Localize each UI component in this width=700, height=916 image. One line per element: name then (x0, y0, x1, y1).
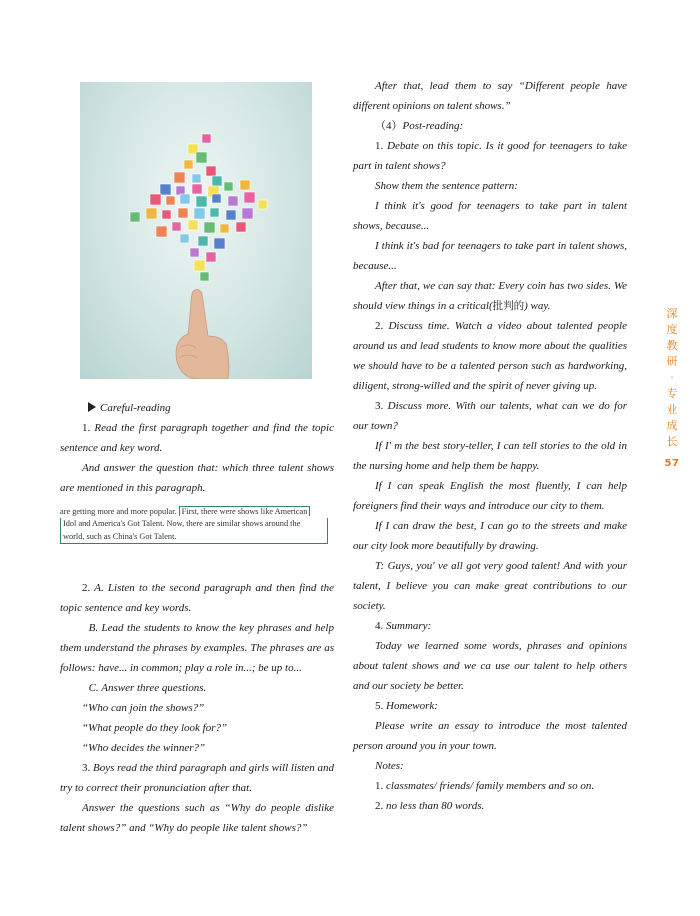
side-char-5: 专 (666, 387, 678, 400)
cube-shape (206, 252, 216, 262)
step-number: 2. (82, 582, 91, 594)
side-char-4: · (670, 371, 674, 384)
right-paragraph-3 (353, 136, 627, 176)
right-paragraph-9 (353, 396, 627, 436)
paragraph-text: Discuss time. Watch a video about talented people around us and lead students to know more about the qualities we should have to be a talented person such as hardworking, diligent, strong-willed and the spirit of never giving up. (353, 320, 627, 392)
cube-shape (146, 208, 157, 219)
cube-shape (242, 208, 253, 219)
question-2: “What people do they look for?” (82, 722, 228, 734)
side-char-6: 业 (666, 403, 678, 416)
summary-heading (353, 616, 627, 636)
right-paragraph-1: After that, lead them to say “Different people have different opinions on talent shows.” (353, 80, 627, 112)
cube-shape (192, 184, 202, 194)
right-paragraph-17: Please write an essay to introduce the most talented person around you in your town. (353, 720, 627, 752)
paragraph-text: Discuss more. With our talents, what can we do for our town? (353, 400, 627, 432)
paragraph-3b: Answer the questions such as “Why do people dislike talent shows?” and “Why do people like talent shows?” (60, 802, 334, 834)
right-column (353, 76, 627, 816)
cube-shape (204, 222, 215, 233)
paragraph-2b: B. Lead the students to know the key phrases and help them understand the phrases by examples. The phrases are as follows: have... in common; play a role in...; be up to... (60, 622, 334, 674)
right-paragraph-15: Today we learned some words, phrases and opinions about talent shows and we ca use our talent to help others and our society be better. (353, 640, 627, 692)
section-label: Post-reading: (402, 120, 464, 132)
cube-shape (172, 222, 181, 231)
cube-shape (258, 200, 267, 209)
right-paragraph-5: I think it's good for teenagers to take part in talent shows, because... (353, 200, 627, 232)
right-paragraph-6: I think it's bad for teenagers to take part in talent shows, because... (353, 240, 627, 272)
side-char-0: 深 (666, 307, 678, 320)
paragraph-2a (60, 578, 334, 618)
paragraph-3a (60, 758, 334, 798)
side-section-label (662, 306, 682, 472)
excerpt-line-1-pre: are getting more and more popular. (60, 507, 177, 516)
cube-shape (156, 226, 167, 237)
step-number: 5. (375, 700, 384, 712)
paragraph-text-end: ) way. (524, 300, 551, 312)
cube-shape (192, 174, 201, 183)
paragraph-text: Boys read the third paragraph and girls will listen and try to correct their pronunciation after that. (60, 762, 334, 794)
paragraph-text: A. Listen to the second paragraph and then find the topic sentence and key words. (60, 582, 334, 614)
cube-shape (194, 208, 205, 219)
cube-shape (212, 176, 222, 186)
side-char-3: 研 (666, 355, 678, 368)
cube-shape (188, 220, 198, 230)
question-3: “Who decides the winner?” (82, 742, 206, 754)
step-number: 1. (82, 422, 91, 434)
paragraph-2c: C. Answer three questions. (88, 682, 207, 694)
excerpt-lines (60, 506, 334, 544)
notes-heading: Notes: (375, 760, 404, 772)
cube-shape (226, 210, 236, 220)
step-number: 1. (375, 780, 384, 792)
cube-shape (212, 194, 221, 203)
right-paragraph-7 (353, 276, 627, 316)
section-label: Summary: (386, 620, 432, 632)
chinese-gloss: 批判的 (492, 300, 525, 312)
cube-shape (214, 238, 225, 249)
cube-shape (150, 194, 161, 205)
side-char-1: 度 (666, 323, 678, 336)
section-number: （4） (375, 120, 403, 132)
cube-shape (200, 272, 209, 281)
step-number: 2. (375, 800, 384, 812)
paragraph-1a (60, 418, 334, 458)
excerpt-line-1-boxed: First, there were shows like American (179, 506, 311, 516)
cube-shape (196, 152, 207, 163)
paragraph-1b: And answer the question that: which three talent shows are mentioned in this paragraph. (60, 462, 334, 494)
step-number: 4. (375, 620, 384, 632)
cube-shape (178, 208, 188, 218)
cube-shape (202, 134, 211, 143)
right-paragraph-13: T: Guys, you' ve all got very good talent! And with your talent, I believe you can make great contributions to our society. (353, 560, 627, 612)
side-char-8: 长 (666, 435, 678, 448)
careful-reading-label: Careful-reading (100, 402, 171, 414)
cube-shape (196, 196, 207, 207)
cube-shape (198, 236, 208, 246)
cube-shape (180, 234, 189, 243)
cube-shape (228, 196, 238, 206)
note-1 (353, 776, 627, 796)
note-2 (353, 796, 627, 816)
right-paragraph-4: Show them the sentence pattern: (375, 180, 518, 192)
cube-shape (236, 222, 246, 232)
cube-shape (174, 172, 185, 183)
cube-shape (206, 166, 216, 176)
page-number: 57 (664, 458, 680, 469)
text-excerpt (60, 506, 334, 546)
step-number: 2. (375, 320, 384, 332)
cube-shape (176, 186, 185, 195)
right-paragraph-11: If I can speak English the most fluently, I can help foreigners find their ways and introduce our city to them. (353, 480, 627, 512)
side-char-7: 成 (666, 419, 678, 432)
careful-reading-heading (60, 398, 334, 418)
paragraph-text: classmates/ friends/ family members and so on. (386, 780, 595, 792)
question-1: “Who can join the shows?” (82, 702, 205, 714)
cube-shape (194, 260, 205, 271)
cube-shape (220, 224, 229, 233)
cube-shape (180, 194, 190, 204)
triangle-bullet-icon (88, 402, 96, 412)
cube-shape (240, 180, 250, 190)
post-reading-heading (353, 116, 627, 136)
excerpt-line-3: world, such as China's Got Talent. (60, 531, 328, 544)
excerpt-line-2: Idol and America's Got Talent. Now, there are similar shows around the (60, 518, 328, 530)
cube-shape (244, 192, 255, 203)
cube-shape (184, 160, 193, 169)
paragraph-text: Read the first paragraph together and find the topic sentence and key word. (60, 422, 334, 454)
step-number: 3. (82, 762, 91, 774)
cubes-and-finger-image (80, 82, 312, 379)
paragraph-text: After that, we can say that: Every coin has two sides. We should view things in a critical( (353, 280, 627, 312)
talent-illustration (80, 82, 312, 379)
cube-shape (224, 182, 233, 191)
cube-shape (162, 210, 171, 219)
cube-shape (160, 184, 171, 195)
excerpt-line-1 (60, 506, 334, 518)
cube-shape (210, 208, 219, 217)
right-paragraph-10: If I' m the best story-teller, I can tell stories to the old in the nursing home and help them be happy. (353, 440, 627, 472)
paragraph-text: Debate on this topic. Is it good for teenagers to take part in talent shows? (353, 140, 628, 172)
right-paragraph-12: If I can draw the best, I can go to the streets and make our city look more beautifully by drawing. (353, 520, 627, 552)
cube-shape (190, 248, 199, 257)
cube-shape (166, 196, 175, 205)
paragraph-text: no less than 80 words. (386, 800, 485, 812)
cube-shape (130, 212, 140, 222)
right-paragraph-8 (353, 316, 627, 396)
homework-heading (353, 696, 627, 716)
left-column (60, 398, 334, 838)
step-number: 3. (375, 400, 384, 412)
section-label: Homework: (386, 700, 438, 712)
side-char-2: 教 (666, 339, 678, 352)
step-number: 1. (375, 140, 384, 152)
